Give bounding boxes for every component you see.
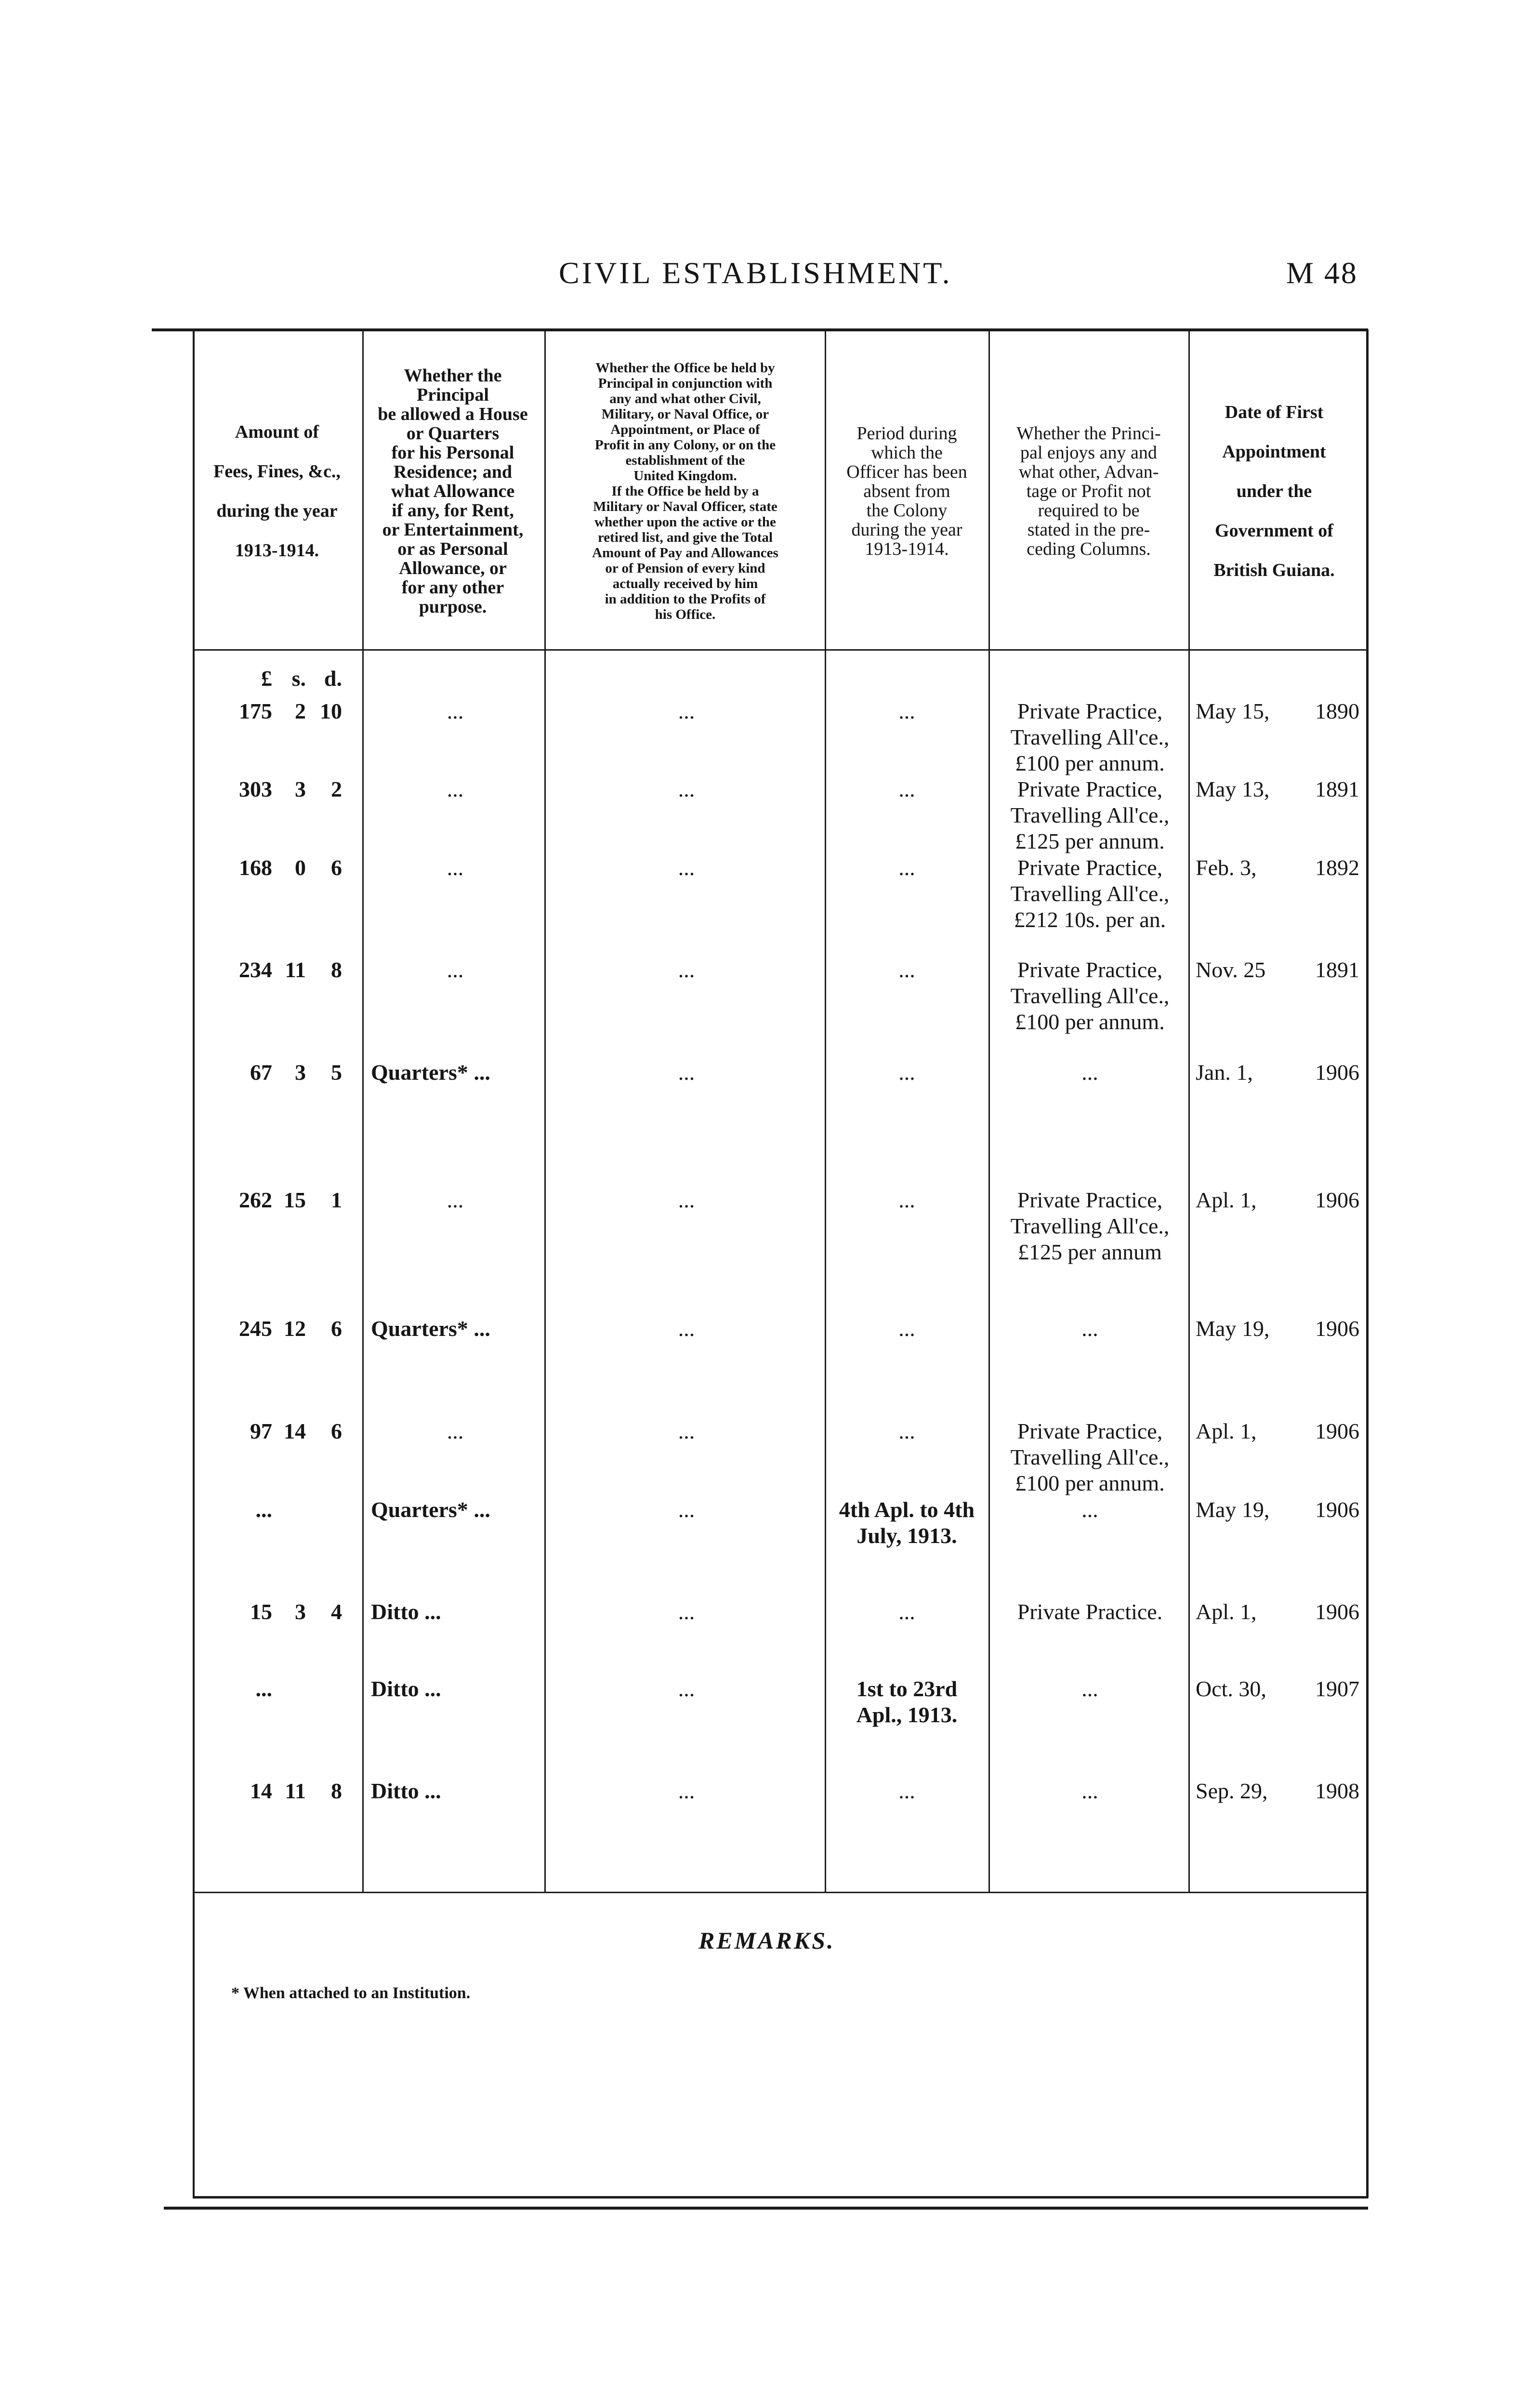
- absence-text: 4th Apl. to 4th: [839, 1497, 975, 1522]
- absence-cell: [826, 1060, 988, 1086]
- amount-pounds: 245: [239, 1316, 272, 1341]
- fees-amount: [226, 1778, 352, 1804]
- absence-text: 1st to 23rd: [856, 1676, 958, 1701]
- amount-pounds: 262: [239, 1188, 272, 1212]
- fees-amount: [226, 1497, 352, 1523]
- other-office-text: ...: [678, 777, 695, 801]
- advantage-text: Private Practice,: [1017, 699, 1163, 723]
- appointment-date-cell: [1196, 1060, 1359, 1086]
- appointment-year: 1906: [1315, 1419, 1359, 1443]
- appointment-date-cell: [1196, 1418, 1359, 1444]
- amount-pence: 4: [331, 1599, 342, 1624]
- advantage-text: £212 10s. per an.: [1014, 907, 1166, 932]
- advantage-text: £125 per annum.: [1015, 829, 1165, 853]
- quarters-cell: [371, 1778, 540, 1804]
- quarters-text: ...: [447, 777, 464, 801]
- appointment-year: 1906: [1315, 1188, 1359, 1212]
- advantage-text: Travelling All'ce.,: [1010, 725, 1170, 749]
- fees-amount: [226, 1418, 352, 1444]
- header-rule: [193, 649, 1368, 651]
- header-line: Military, or Naval Office, or: [601, 406, 769, 422]
- header-line: Appointment, or Place of: [610, 422, 760, 437]
- appointment-year: 1906: [1315, 1060, 1359, 1085]
- advantage-text: Private Practice,: [1017, 1419, 1163, 1443]
- amount-pounds: 15: [250, 1599, 272, 1624]
- other-office-text: ...: [678, 1599, 695, 1624]
- amount-pounds: 303: [239, 777, 272, 801]
- advantage-text: Private Practice.: [1017, 1599, 1163, 1624]
- advantage-cell: [992, 776, 1187, 854]
- header-line: British Guiana.: [1213, 560, 1335, 580]
- advantage-text: £100 per annum.: [1015, 1009, 1165, 1034]
- header-line: which the: [871, 443, 943, 463]
- quarters-cell: [371, 1316, 540, 1342]
- advantage-text: £100 per annum.: [1015, 751, 1165, 775]
- quarters-text: Ditto ...: [371, 1676, 441, 1701]
- header-line: what Allowance: [391, 481, 515, 501]
- amount-shillings: 3: [295, 777, 306, 801]
- header-line: during the year: [851, 520, 962, 540]
- appointment-date: Apl. 1,: [1196, 1188, 1257, 1212]
- quarters-cell: [371, 1060, 540, 1086]
- advantage-cell: [992, 1676, 1187, 1702]
- quarters-cell: [371, 1418, 540, 1444]
- advantage-cell: [992, 1187, 1187, 1265]
- quarters-text: ...: [447, 1419, 464, 1443]
- other-office-cell: [549, 1316, 824, 1342]
- absence-text: ...: [898, 1188, 915, 1212]
- appointment-date: Feb. 3,: [1196, 855, 1257, 880]
- other-office-text: ...: [678, 1419, 695, 1443]
- absence-cell: [826, 1676, 988, 1728]
- quarters-text: Ditto ...: [371, 1599, 441, 1624]
- advantage-text: £125 per annum: [1018, 1240, 1162, 1264]
- header-absence: [826, 337, 988, 645]
- header-quarters: [364, 337, 542, 645]
- advantage-text: Private Practice,: [1017, 957, 1163, 982]
- absence-text: ...: [898, 1419, 915, 1443]
- header-line: absent from: [863, 481, 950, 501]
- header-line: Amount of Pay and Allowances: [592, 545, 778, 561]
- header-line: Whether the Princi-: [1016, 423, 1161, 444]
- header-line: under the: [1236, 481, 1312, 501]
- amount-pence: 8: [331, 1779, 342, 1803]
- other-office-text: ...: [678, 1188, 695, 1212]
- advantage-cell: [992, 957, 1187, 1035]
- header-line: Residence; and: [394, 462, 512, 482]
- absence-text: ...: [898, 1060, 915, 1085]
- appointment-year: 1906: [1315, 1316, 1359, 1341]
- amount-pence: 6: [331, 1419, 342, 1443]
- absence-text: ...: [898, 1779, 915, 1803]
- page-number: M 48: [1286, 256, 1358, 290]
- quarters-cell: [371, 957, 540, 983]
- quarters-text: ...: [447, 1188, 464, 1212]
- appointment-date: Apl. 1,: [1196, 1599, 1257, 1624]
- amount-pounds: 14: [250, 1779, 272, 1803]
- appointment-year: 1892: [1315, 855, 1359, 880]
- amount-pence: 5: [331, 1060, 342, 1085]
- amount-shillings: 15: [284, 1188, 306, 1212]
- header-fees: [193, 337, 361, 645]
- header-advantage: [990, 337, 1187, 645]
- other-office-text: ...: [678, 1060, 695, 1085]
- amount-shillings: 0: [295, 855, 306, 880]
- absence-cell: [826, 855, 988, 881]
- amount-shillings: 11: [285, 1779, 306, 1803]
- amount-pounds: ...: [255, 1497, 272, 1522]
- header-line: Officer has been: [846, 462, 967, 482]
- header-line: Date of First: [1225, 402, 1324, 422]
- fees-amount: [226, 776, 352, 802]
- absence-text: ...: [898, 777, 915, 801]
- amount-shillings: 14: [284, 1419, 306, 1443]
- remarks-rule: [193, 1892, 1368, 1893]
- header-line: establishment of the: [625, 453, 745, 468]
- appointment-date-cell: [1196, 1778, 1359, 1804]
- header-line: ceding Columns.: [1027, 539, 1151, 559]
- header-line: 1913-1914.: [235, 540, 319, 561]
- other-office-cell: [549, 1497, 824, 1523]
- header-line: Amount of: [235, 422, 319, 442]
- header-line: what other, Advan-: [1018, 462, 1159, 482]
- appointment-date: Jan. 1,: [1196, 1060, 1253, 1085]
- header-line: Principal: [417, 385, 489, 405]
- appointment-date-cell: [1196, 855, 1359, 881]
- header-line: or Entertainment,: [382, 520, 524, 540]
- other-office-cell: [549, 1060, 824, 1086]
- absence-text: ...: [898, 1599, 915, 1624]
- absence-cell: [826, 776, 988, 802]
- header-line: If the Office be held by a: [611, 484, 759, 499]
- right-border: [1366, 329, 1369, 2198]
- quarters-cell: [371, 855, 540, 881]
- header-line: retired list, and give the Total: [597, 530, 773, 545]
- amount-pence: 10: [320, 699, 342, 723]
- advantage-text: Travelling All'ce.,: [1010, 803, 1170, 827]
- header-line: pal enjoys any and: [1020, 443, 1157, 463]
- advantage-cell: [992, 1778, 1187, 1804]
- quarters-text: Quarters* ...: [371, 1060, 490, 1085]
- quarters-cell: [371, 1497, 540, 1523]
- header-line: Appointment: [1222, 442, 1326, 462]
- other-office-text: ...: [678, 957, 695, 982]
- other-office-cell: [549, 957, 824, 983]
- amount-pence: 8: [331, 957, 342, 982]
- quarters-text: Quarters* ...: [371, 1316, 490, 1341]
- absence-cell: [826, 1187, 988, 1213]
- header-line: Allowance, or: [399, 558, 507, 578]
- other-office-cell: [549, 1778, 824, 1804]
- amount-shillings: 11: [285, 957, 306, 982]
- quarters-text: ...: [447, 699, 464, 723]
- header-line: or of Pension of every kind: [605, 561, 765, 576]
- appointment-date: May 19,: [1196, 1316, 1270, 1341]
- other-office-text: ...: [678, 1497, 695, 1522]
- quarters-cell: [371, 1676, 540, 1702]
- fees-amount: [226, 1676, 352, 1702]
- header-line: or Quarters: [406, 423, 500, 444]
- absence-text: ...: [898, 855, 915, 880]
- quarters-cell: [371, 1599, 540, 1625]
- header-line: Military or Naval Officer, state: [593, 499, 777, 514]
- header-other-office: [547, 337, 824, 645]
- advantage-cell: [992, 1599, 1187, 1625]
- quarters-cell: [371, 776, 540, 802]
- column-divider-2: [544, 329, 546, 1893]
- appointment-date: Sep. 29,: [1196, 1779, 1268, 1803]
- other-office-text: ...: [678, 1316, 695, 1341]
- quarters-text: ...: [447, 957, 464, 982]
- fees-amount: [226, 957, 352, 983]
- amount-shillings: 3: [295, 1060, 306, 1085]
- advantage-text: Travelling All'ce.,: [1010, 1214, 1170, 1238]
- fees-amount: [226, 698, 352, 724]
- header-line: stated in the pre-: [1027, 520, 1150, 540]
- header-line: Period during: [856, 423, 957, 444]
- absence-cell: [826, 957, 988, 983]
- amount-pence: 6: [331, 855, 342, 880]
- header-line: for his Personal: [391, 443, 514, 463]
- amount-shillings: 12: [284, 1316, 306, 1341]
- advantage-cell: [992, 1497, 1187, 1523]
- header-appointment: [1190, 337, 1358, 645]
- appointment-date: May 13,: [1196, 777, 1270, 801]
- quarters-cell: [371, 1187, 540, 1213]
- appointment-date-cell: [1196, 698, 1359, 724]
- advantage-text: Private Practice,: [1017, 1188, 1163, 1212]
- advantage-cell: [992, 855, 1187, 933]
- appointment-date-cell: [1196, 1676, 1359, 1702]
- appointment-date-cell: [1196, 1187, 1359, 1213]
- appointment-date-cell: [1196, 957, 1359, 983]
- table-bottom-rule: [164, 2207, 1368, 2210]
- amount-shillings: 2: [295, 699, 306, 723]
- advantage-text: ...: [1081, 1060, 1098, 1085]
- unit-pounds: £: [261, 666, 272, 691]
- appointment-year: 1891: [1315, 777, 1359, 801]
- header-line: Government of: [1215, 521, 1333, 541]
- header-line: or as Personal: [397, 539, 508, 559]
- table-top-rule: [152, 328, 1368, 331]
- currency-units: [226, 666, 352, 692]
- absence-cell: [826, 698, 988, 724]
- appointment-year: 1908: [1315, 1779, 1359, 1803]
- header-line: Principal in conjunction with: [598, 376, 773, 391]
- absence-text: ...: [898, 957, 915, 982]
- header-line: in addition to the Profits of: [605, 591, 766, 607]
- header-line: for any other: [401, 577, 504, 598]
- page-title: CIVIL ESTABLISHMENT.: [559, 256, 952, 290]
- absence-cell: [826, 1599, 988, 1625]
- amount-pence: 2: [331, 777, 342, 801]
- amount-shillings: 3: [295, 1599, 306, 1624]
- header-line: purpose.: [419, 597, 487, 617]
- header-line: his Office.: [655, 607, 716, 622]
- quarters-text: Ditto ...: [371, 1779, 441, 1803]
- amount-pence: 6: [331, 1316, 342, 1341]
- fees-amount: [226, 1599, 352, 1625]
- advantage-text: Travelling All'ce.,: [1010, 1445, 1170, 1469]
- advantage-text: Private Practice,: [1017, 777, 1163, 801]
- other-office-cell: [549, 1599, 824, 1625]
- other-office-cell: [549, 698, 824, 724]
- other-office-cell: [549, 1187, 824, 1213]
- absence-cell: [826, 1778, 988, 1804]
- amount-pounds: 67: [250, 1060, 272, 1085]
- absence-text: ...: [898, 1316, 915, 1341]
- other-office-text: ...: [678, 699, 695, 723]
- other-office-text: ...: [678, 1779, 695, 1803]
- header-line: Whether the: [404, 366, 502, 386]
- fees-amount: [226, 855, 352, 881]
- quarters-text: Quarters* ...: [371, 1497, 490, 1522]
- advantage-text: ...: [1081, 1316, 1098, 1341]
- appointment-date-cell: [1196, 776, 1359, 802]
- header-line: Whether the Office be held by: [595, 360, 775, 376]
- header-line: if any, for Rent,: [392, 500, 514, 521]
- absence-text: July, 1913.: [856, 1523, 957, 1548]
- absence-cell: [826, 1497, 988, 1549]
- remarks-title: REMARKS.: [698, 1927, 835, 1954]
- appointment-date: Apl. 1,: [1196, 1419, 1257, 1443]
- advantage-text: ...: [1081, 1676, 1098, 1701]
- advantage-text: Private Practice,: [1017, 855, 1163, 880]
- header-line: Fees, Fines, &c.,: [213, 461, 341, 482]
- advantage-text: Travelling All'ce.,: [1010, 983, 1170, 1008]
- other-office-cell: [549, 855, 824, 881]
- amount-pounds: 168: [239, 855, 272, 880]
- advantage-text: Travelling All'ce.,: [1010, 881, 1170, 906]
- advantage-text: ...: [1081, 1497, 1098, 1522]
- other-office-text: ...: [678, 855, 695, 880]
- amount-pence: 1: [331, 1188, 342, 1212]
- appointment-year: 1906: [1315, 1497, 1359, 1522]
- header-line: tage or Profit not: [1026, 481, 1151, 501]
- other-office-cell: [549, 1676, 824, 1702]
- amount-pounds: 97: [250, 1419, 272, 1443]
- advantage-cell: [992, 1418, 1187, 1496]
- appointment-date-cell: [1196, 1316, 1359, 1342]
- appointment-date-cell: [1196, 1497, 1359, 1523]
- appointment-date: May 15,: [1196, 699, 1270, 723]
- unit-pence: d.: [324, 666, 342, 691]
- other-office-cell: [549, 1418, 824, 1444]
- remarks-note: * When attached to an Institution.: [231, 1984, 471, 2002]
- advantage-text: ...: [1081, 1779, 1098, 1803]
- quarters-text: ...: [447, 855, 464, 880]
- appointment-date: Nov. 25: [1196, 957, 1266, 982]
- absence-text: ...: [898, 699, 915, 723]
- quarters-cell: [371, 698, 540, 724]
- appointment-date: May 19,: [1196, 1497, 1270, 1522]
- advantage-cell: [992, 698, 1187, 776]
- header-line: actually received by him: [612, 576, 758, 591]
- appointment-year: 1906: [1315, 1599, 1359, 1624]
- other-office-cell: [549, 776, 824, 802]
- header-line: United Kingdom.: [633, 468, 737, 484]
- other-office-text: ...: [678, 1676, 695, 1701]
- absence-cell: [826, 1418, 988, 1444]
- header-line: be allowed a House: [378, 404, 528, 424]
- appointment-date: Oct. 30,: [1196, 1676, 1266, 1701]
- absence-cell: [826, 1316, 988, 1342]
- header-line: required to be: [1038, 500, 1140, 521]
- unit-shillings: s.: [291, 666, 306, 691]
- appointment-year: 1890: [1315, 699, 1359, 723]
- amount-pounds: 175: [239, 699, 272, 723]
- advantage-text: £100 per annum.: [1015, 1471, 1165, 1495]
- header-line: any and what other Civil,: [609, 391, 761, 406]
- advantage-cell: [992, 1316, 1187, 1342]
- table-bottom-rule-inner: [193, 2196, 1368, 2199]
- header-line: whether upon the active or the: [594, 514, 776, 530]
- fees-amount: [226, 1060, 352, 1086]
- header-line: Profit in any Colony, or on the: [594, 437, 776, 453]
- fees-amount: [226, 1187, 352, 1213]
- fees-amount: [226, 1316, 352, 1342]
- amount-pounds: 234: [239, 957, 272, 982]
- header-line: the Colony: [866, 500, 948, 521]
- amount-pounds: ...: [255, 1676, 272, 1701]
- advantage-cell: [992, 1060, 1187, 1086]
- header-line: during the year: [216, 501, 338, 521]
- appointment-year: 1891: [1315, 957, 1359, 982]
- appointment-year: 1907: [1315, 1676, 1359, 1701]
- appointment-date-cell: [1196, 1599, 1359, 1625]
- header-line: 1913-1914.: [865, 539, 949, 559]
- absence-text: Apl., 1913.: [856, 1702, 958, 1727]
